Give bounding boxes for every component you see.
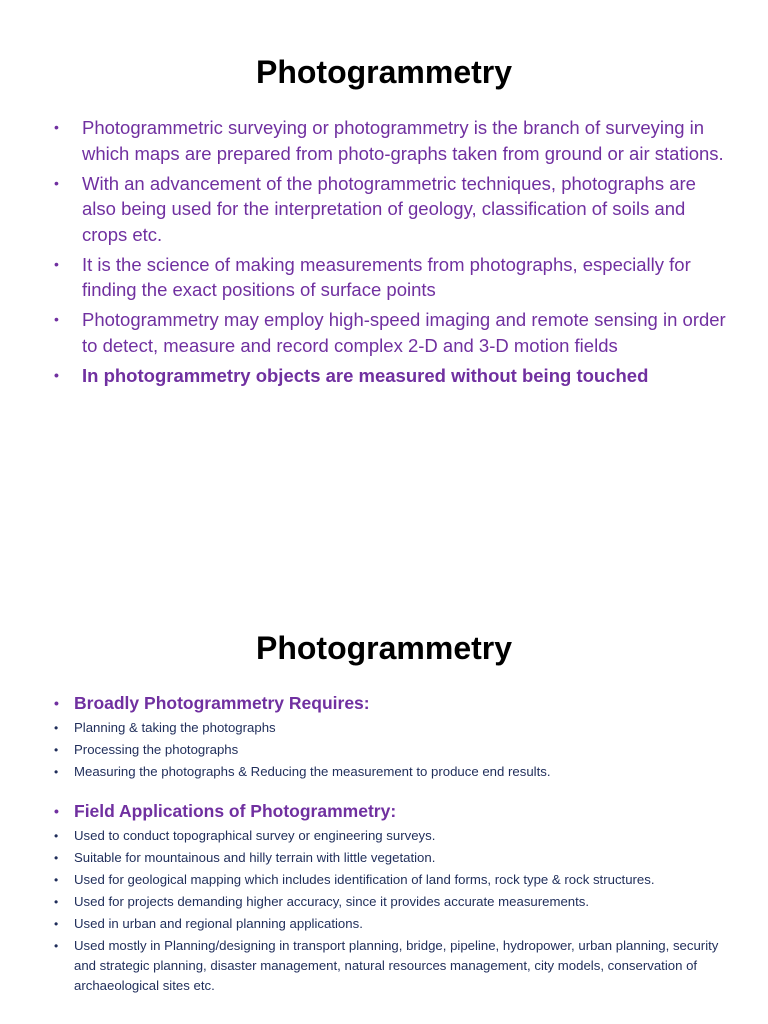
- bullet-icon: •: [54, 695, 59, 711]
- list-item: [54, 936, 734, 996]
- bullet-icon: •: [54, 311, 59, 327]
- item-text: Planning & taking the photographs: [74, 720, 276, 735]
- bullet-icon: •: [54, 174, 59, 191]
- applications-heading: [54, 798, 734, 824]
- item-text: Used mostly in Planning/designing in transport planning, bridge, pipeline, hydropower, urban planning, security and strategic planning, disaster management, natural resources management, city models, conservation of archaeological sites etc.: [74, 938, 719, 993]
- bullet-text: With an advancement of the photogrammetric techniques, photographs are also being used for the interpretation of geology, classification of soils and crops etc.: [82, 172, 696, 245]
- bullet-text: Photogrammetry may employ high-speed imaging and remote sensing in order to detect, measure and record complex 2-D and 3-D motion fields: [82, 309, 726, 356]
- bullet-icon: •: [54, 119, 59, 135]
- item-text: Used to conduct topographical survey or engineering surveys.: [74, 828, 436, 843]
- heading-text: Field Applications of Photogrammetry:: [74, 801, 397, 821]
- list-item: [54, 826, 734, 846]
- item-text: Suitable for mountainous and hilly terrain with little vegetation.: [74, 850, 436, 865]
- slide-1-title: Photogrammetry: [255, 54, 513, 90]
- list-item: [54, 848, 734, 868]
- list-item: [54, 171, 734, 248]
- bullet-icon: •: [54, 917, 59, 931]
- bullet-icon: •: [54, 743, 59, 757]
- heading-text: Broadly Photogrammetry Requires:: [74, 693, 370, 713]
- bullet-icon: •: [54, 895, 59, 909]
- item-text: Measuring the photographs & Reducing the measurement to produce end results.: [74, 764, 551, 779]
- bullet-icon: •: [54, 255, 59, 272]
- requires-heading: [54, 690, 734, 716]
- item-text: Processing the photographs: [74, 742, 239, 757]
- bullet-text: Photogrammetric surveying or photogrammetry is the branch of surveying in which maps are prepared from photo-graphs taken from ground or air stations.: [82, 117, 724, 164]
- bullet-icon: •: [54, 939, 59, 953]
- list-item: [54, 740, 734, 760]
- item-text: Used for projects demanding higher accuracy, since it provides accurate measurements.: [74, 894, 590, 909]
- bullet-icon: •: [54, 851, 59, 865]
- slide-2-title: Photogrammetry: [255, 630, 513, 666]
- list-item: [54, 307, 734, 358]
- slide-1-bullet-list: [54, 115, 734, 393]
- bullet-text: In photogrammetry objects are measured without being touched: [82, 364, 649, 386]
- bullet-icon: •: [54, 765, 59, 779]
- bullet-icon: •: [54, 366, 59, 383]
- slide-2: [0, 512, 768, 1024]
- list-item: [54, 252, 734, 303]
- bullet-icon: •: [54, 803, 59, 819]
- bullet-text: It is the science of making measurements from photographs, especially for finding the exact positions of surface points: [82, 253, 691, 300]
- list-item: [54, 892, 734, 912]
- item-text: Used in urban and regional planning applications.: [74, 916, 363, 931]
- slide-2-bullet-list: [54, 690, 734, 996]
- list-item-emphasis: [54, 363, 734, 389]
- bullet-icon: •: [54, 721, 59, 735]
- list-item: [54, 914, 734, 934]
- list-item: [54, 762, 734, 782]
- list-item: [54, 718, 734, 738]
- bullet-icon: •: [54, 873, 59, 887]
- bullet-icon: •: [54, 829, 59, 843]
- item-text: Used for geological mapping which includes identification of land forms, rock type & rock structures.: [74, 872, 655, 887]
- list-item: [54, 870, 734, 890]
- list-item: [54, 115, 734, 166]
